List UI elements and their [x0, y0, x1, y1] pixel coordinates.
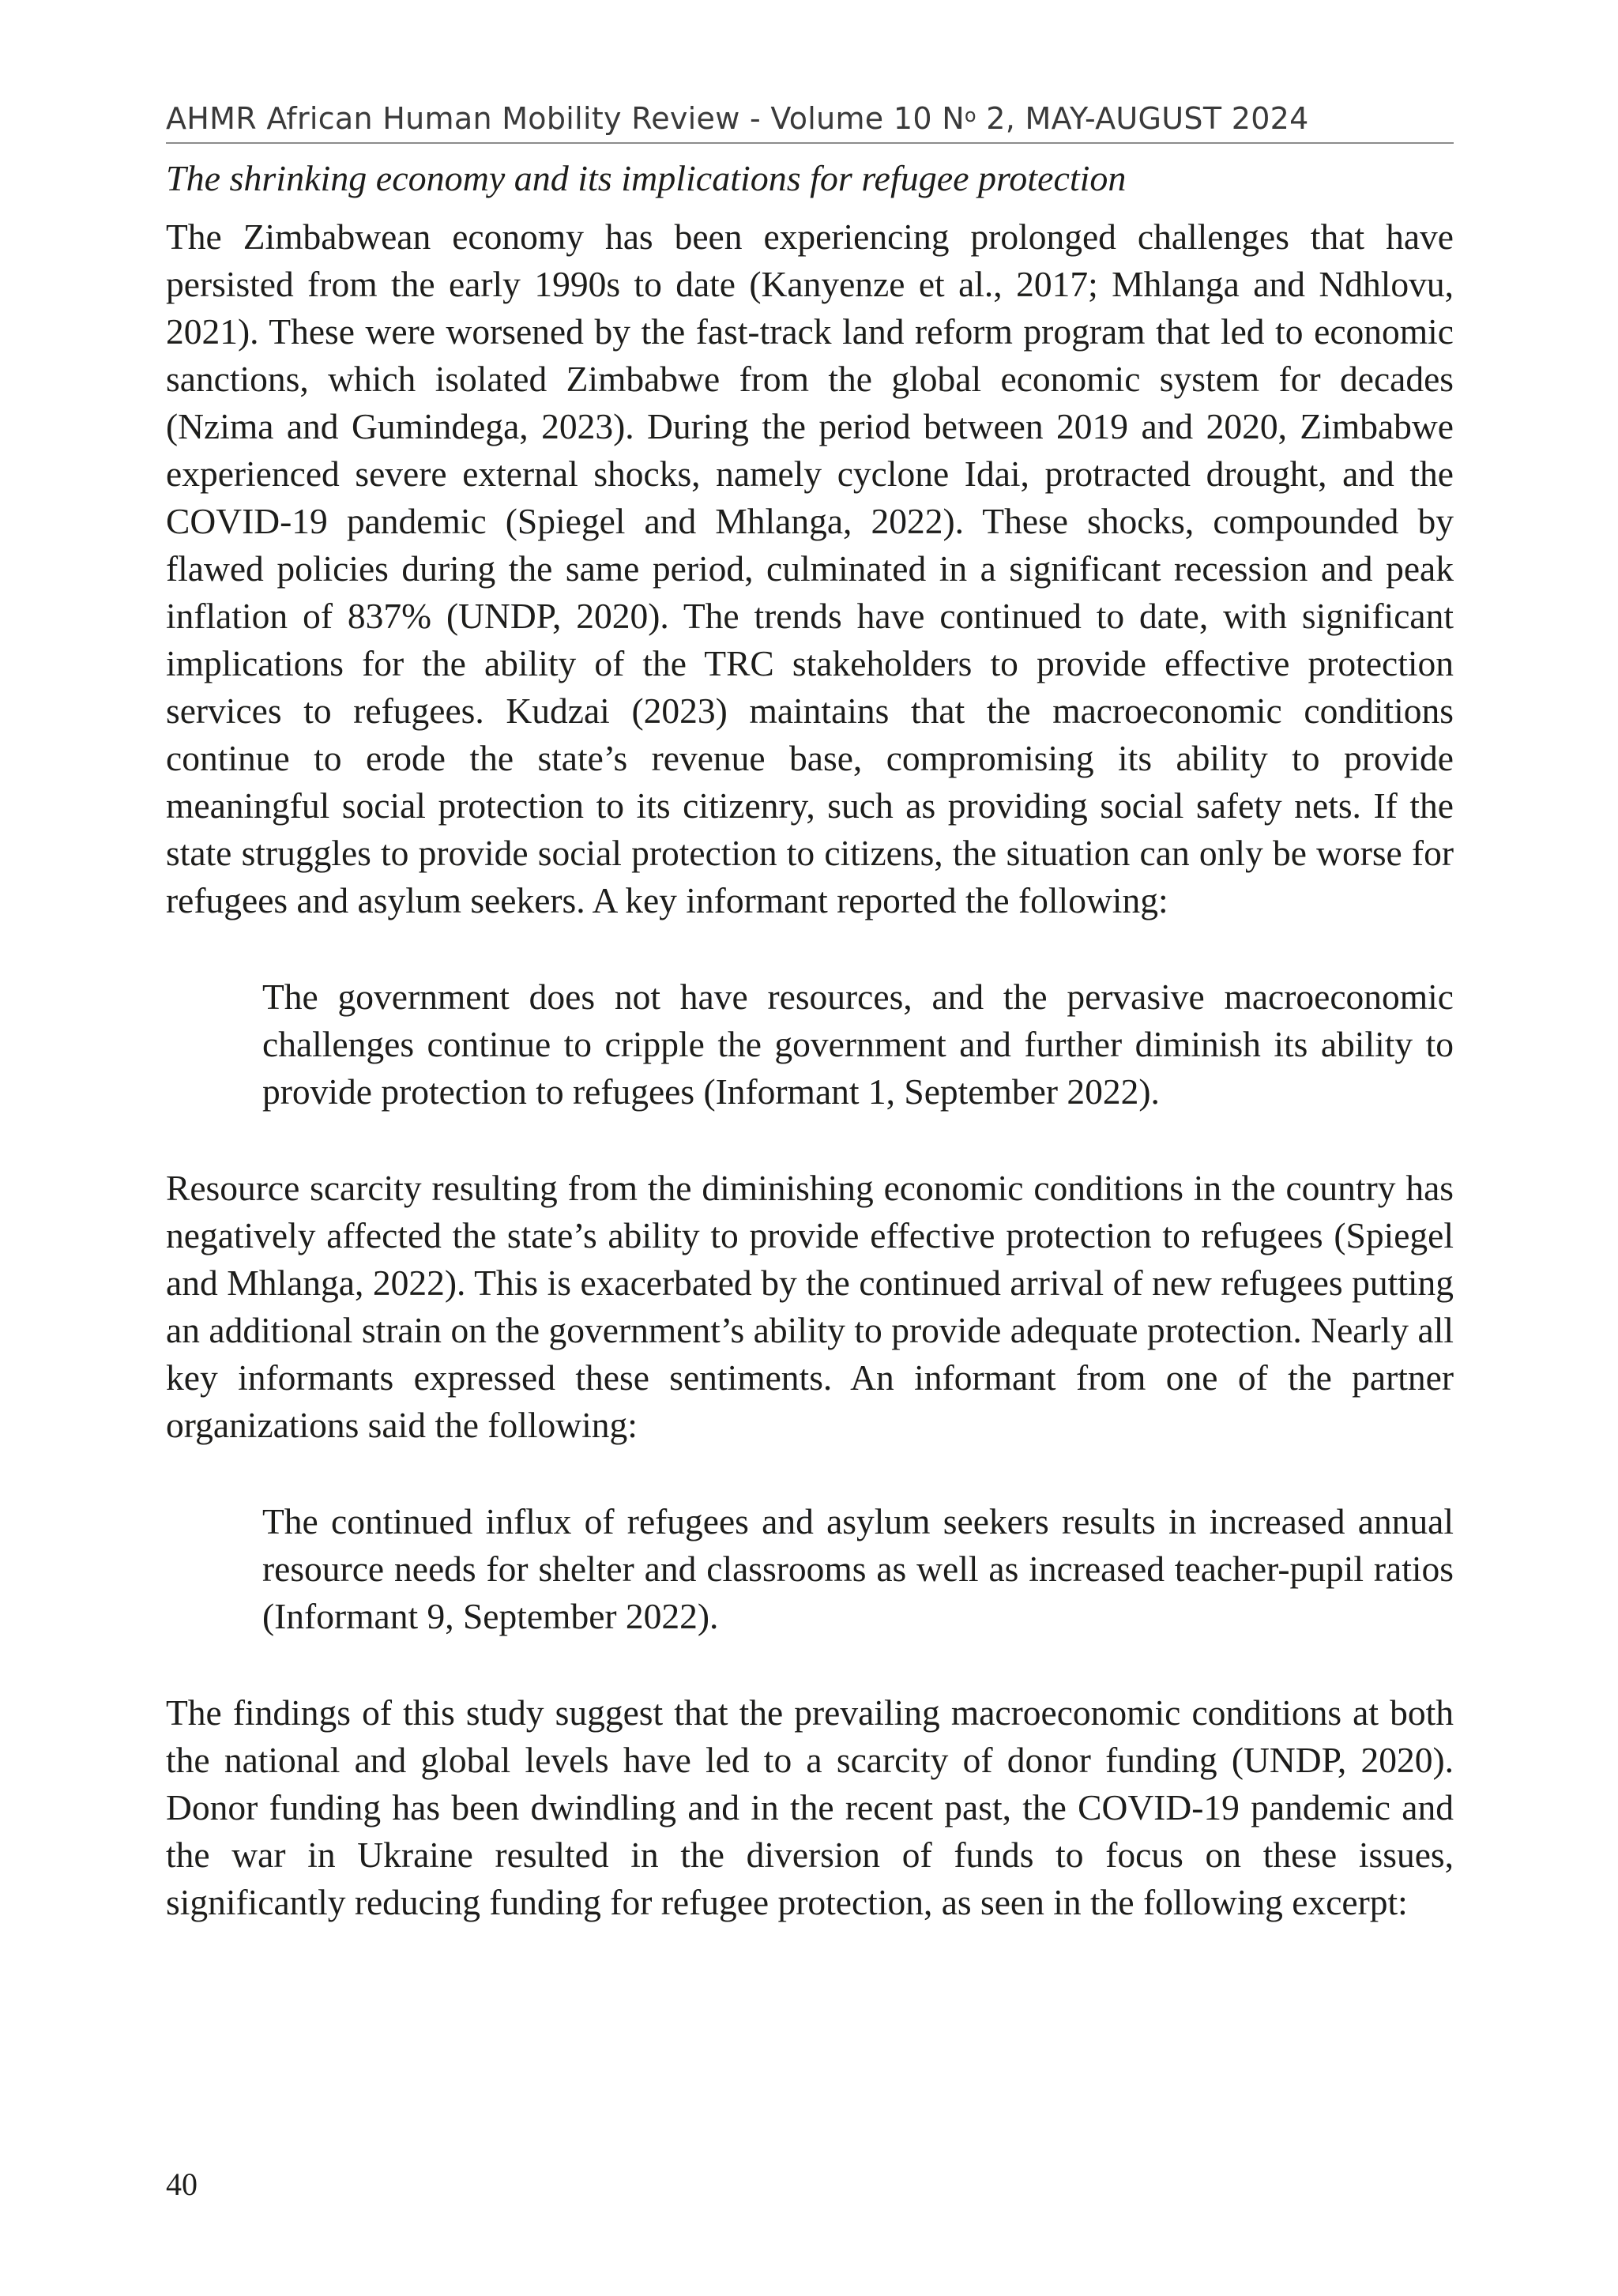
block-quote: The government does not have resources, and the pervasive macroeconomic challenges continue to cripple the government and further diminish its ability to provide protection to refugees (Informant 1, September 2022). [262, 977, 1454, 1112]
running-header-number-sign: o [964, 104, 976, 126]
running-header [166, 100, 1454, 137]
running-header-title: AHMR African Human Mobility Review - Volume 10 N [166, 101, 965, 136]
body-paragraph: The Zimbabwean economy has been experiencing prolonged challenges that have persisted from the early 1990s to date (Kanyenze et al., 2017; Mhlanga and Ndhlovu, 2021). These were worsened by the fast-track land reform program that led to economic sanctions, which isolated Zimbabwe from the global economic system for decades (Nzima and Gumindega, 2023). During the period between 2019 and 2020, Zimbabwe experienced severe external shocks, namely cyclone Idai, protracted drought, and the COVID-19 pandemic (Spiegel and Mhlanga, 2022). These shocks, compounded by flawed policies during the same period, culminated in a significant recession and peak inflation of 837% (UNDP, 2020). The trends have continued to date, with significant implications for the ability of the TRC stakeholders to provide effective protection services to refugees. Kudzai (2023) maintains that the macroeconomic conditions continue to erode the state’s revenue base, compromising its ability to provide meaningful social protection to its citizenry, such as providing social safety nets. If the state struggles to provide social protection to citizens, the situation can only be worse for refugees and asylum seekers. A key informant reported the following: [166, 216, 1454, 920]
page-number: 40 [166, 2166, 198, 2202]
section-heading: The shrinking economy and its implications for refugee protection [166, 158, 1127, 198]
article-body [166, 153, 1454, 1926]
block-quote: The continued influx of refugees and asylum seekers results in increased annual resource needs for shelter and classrooms as well as increased teacher-pupil ratios (Informant 9, September 2022). [262, 1501, 1454, 1636]
body-paragraph: The findings of this study suggest that the prevailing macroeconomic conditions at both the national and global levels have led to a scarcity of donor funding (UNDP, 2020). Donor funding has been dwindling and in the recent past, the COVID-19 pandemic and the war in Ukraine resulted in the diversion of funds to focus on these issues, significantly reducing funding for refugee protection, as seen in the following excerpt: [166, 1692, 1454, 1922]
body-paragraph: Resource scarcity resulting from the diminishing economic conditions in the country has negatively affected the state’s ability to provide effective protection to refugees (Spiegel and Mhlanga, 2022). This is exacerbated by the continued arrival of new refugees putting an additional strain on the government’s ability to provide adequate protection. Nearly all key informants expressed these sentiments. An informant from one of the partner organizations said the following: [166, 1168, 1454, 1445]
running-header-issue: 2, MAY-AUGUST 2024 [976, 101, 1309, 136]
header-rule [166, 142, 1454, 144]
